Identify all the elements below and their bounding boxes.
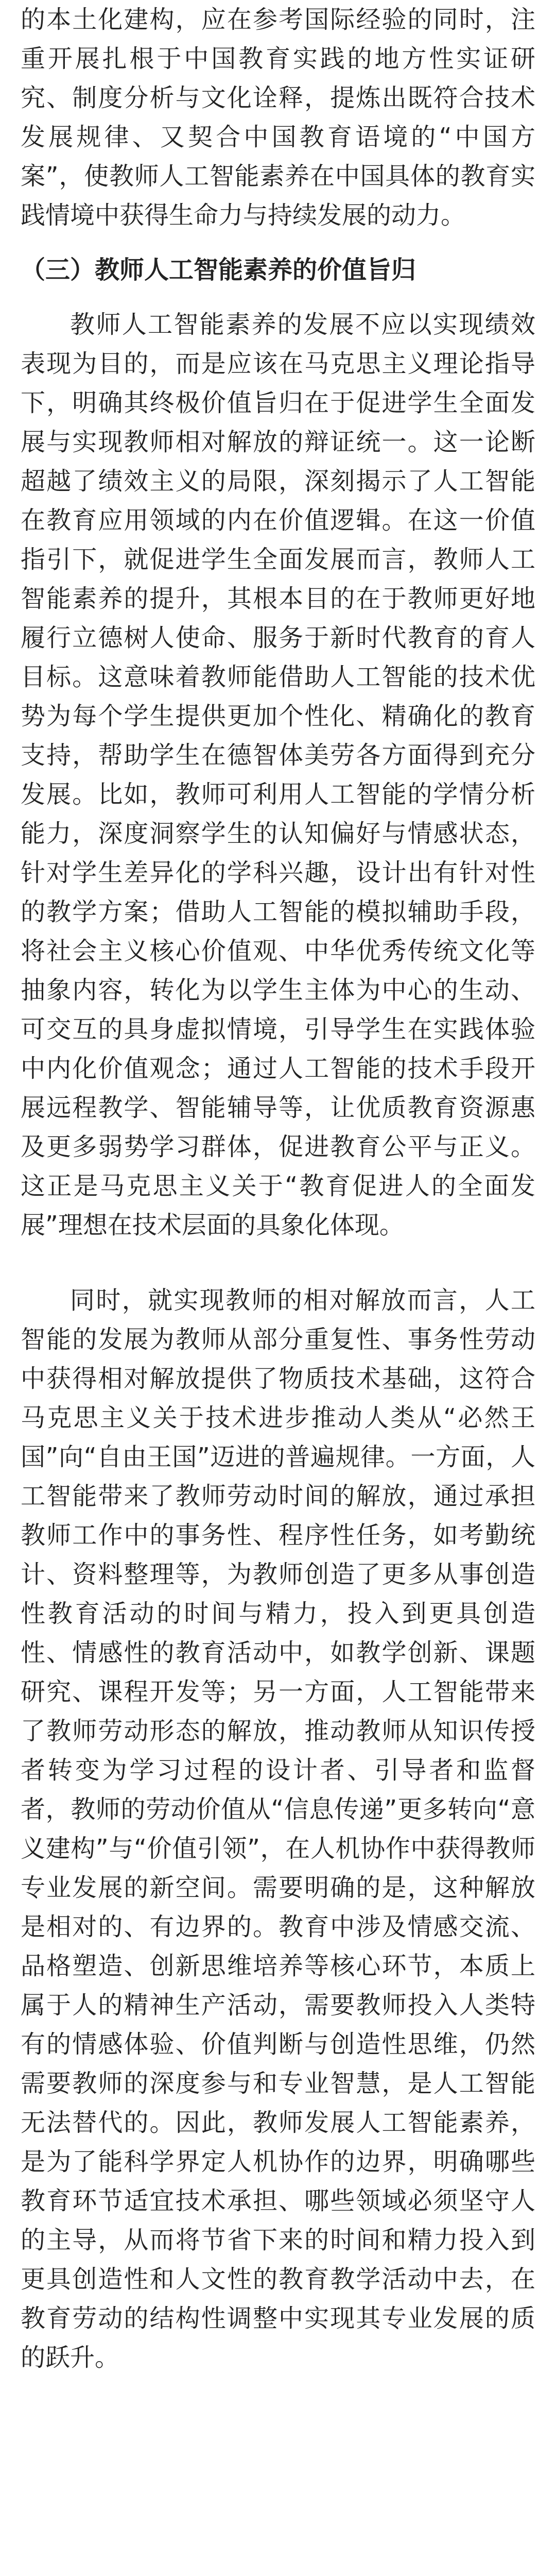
spacer: [21, 1245, 535, 1281]
paragraph-teacher-liberation: 同时，就实现教师的相对解放而言，人工智能的发展为教师从部分重复性、事务性劳动中获得相对解放提供了物质技术基础，这符合马克思主义关于技术进步推动人类从“必然王国”向“自由王国”迈进的普遍规律。一方面，人工智能带来了教师劳动时间的解放，通过承担教师工作中的事务性、程序性任务，如考勤统计、资料整理等，为教师创造了更多从事创造性教育活动的时间与精力，投入到更具创造性、情感性的教育活动中，如教学创新、课题研究、课程开发等；另一方面，人工智能带来了教师劳动形态的解放，推动教师从知识传授者转变为学习过程的设计者、引导者和监督者，教师的劳动价值从“信息传递”更多转向“意义建构”与“价值引领”，在人机协作中获得教师专业发展的新空间。需要明确的是，这种解放是相对的、有边界的。教育中涉及情感交流、品格塑造、创新思维培养等核心环节，本质上属于人的精神生产活动，需要教师投入人类特有的情感体验、价值判断与创造性思维，仍然需要教师的深度参与和专业智慧，是人工智能无法替代的。因此，教师发展人工智能素养，是为了能科学界定人机协作的边界，明确哪些教育环节适宜技术承担、哪些领域必须坚守人的主导，从而将节省下来的时间和精力投入到更具创造性和人文性的教育教学活动中去，在教育劳动的结构性调整中实现其专业发展的质的跃升。: [21, 1286, 535, 2372]
paragraph-intro: 的本土化建构，应在参考国际经验的同时，注重开展扎根于中国教育实践的地方性实证研究、制度分析与文化诠释，提炼出既符合技术发展规律、又契合中国教育语境的“中国方案”，使教师人工智能素养在中国具体的教育实践情境中获得生命力与持续发展的动力。: [21, 5, 535, 230]
paragraph-value-goal: 教师人工智能素养的发展不应以实现绩效表现为目的，而是应该在马克思主义理论指导下，明确其终极价值旨归在于促进学生全面发展与实现教师相对解放的辩证统一。这一论断超越了绩效主义的局限，深刻揭示了人工智能在教育应用领域的内在价值逻辑。在这一价值指引下，就促进学生全面发展而言，教师人工智能素养的提升，其根本目的在于教师更好地履行立德树人使命、服务于新时代教育的育人目标。这意味着教师能借助人工智能的技术优势为每个学生提供更加个性化、精确化的教育支持，帮助学生在德智体美劳各方面得到充分发展。比如，教师可利用人工智能的学情分析能力，深度洞察学生的认知偏好与情感状态，针对学生差异化的学科兴趣，设计出有针对性的教学方案；借助人工智能的模拟辅助手段，将社会主义核心价值观、中华优秀传统文化等抽象内容，转化为以学生主体为中心的生动、可交互的具身虚拟情境，引导学生在实践体验中内化价值观念；通过人工智能的技术手段开展远程教学、智能辅导等，让优质教育资源惠及更多弱势学习群体，促进教育公平与正义。这正是马克思主义关于“教育促进人的全面发展”理想在技术层面的具象化体现。: [21, 310, 535, 1240]
article-body: [21, 0, 535, 2576]
section-heading: （三）教师人工智能素养的价值旨归: [21, 256, 416, 284]
spacer: [21, 290, 535, 305]
spacer: [21, 235, 535, 250]
